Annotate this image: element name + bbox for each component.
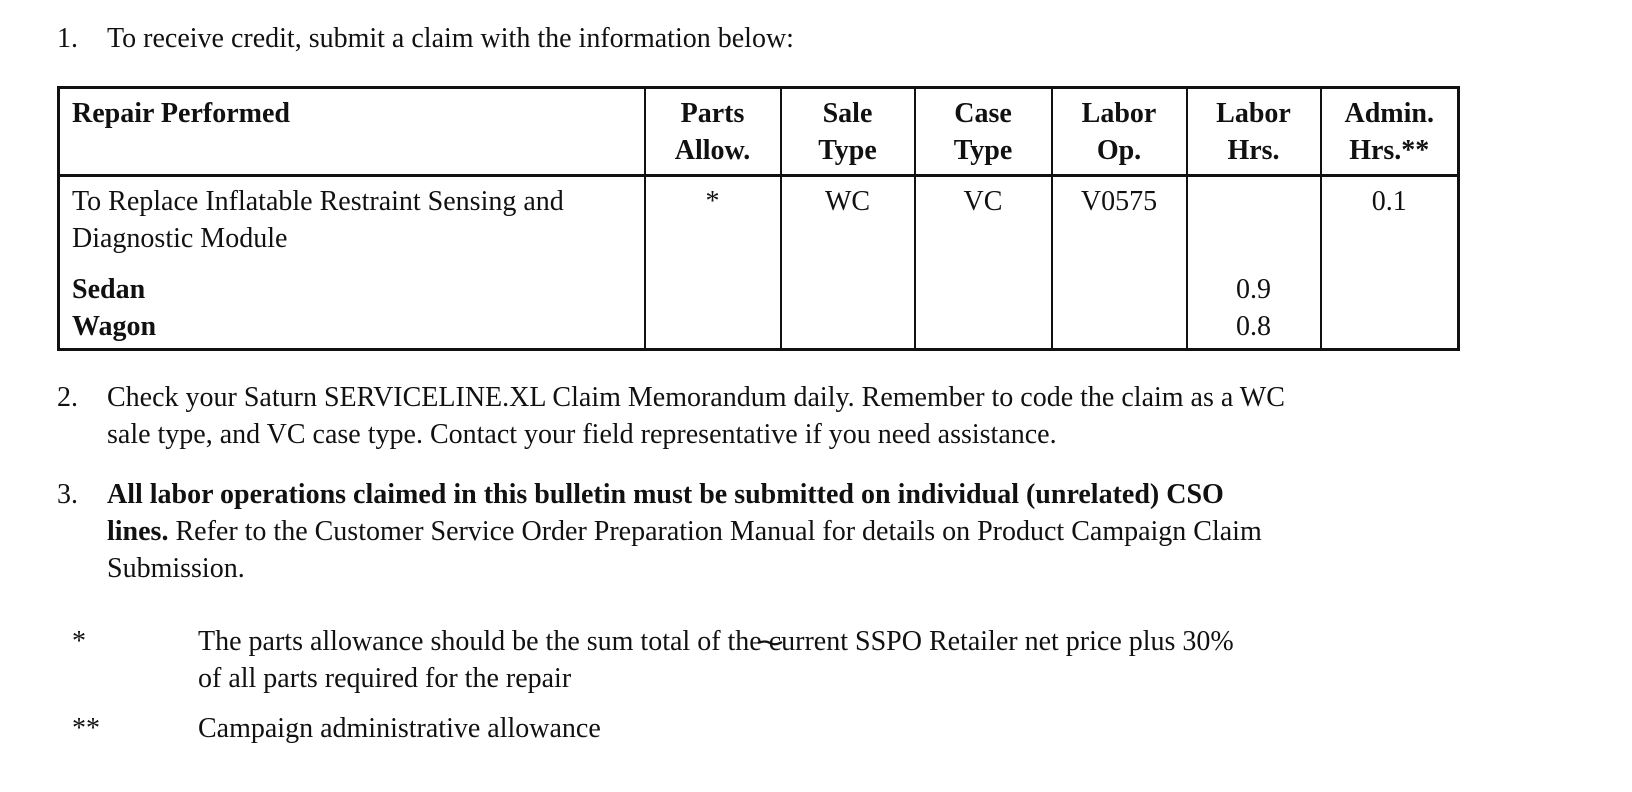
labor-hrs-sedan: 0.9 xyxy=(1236,274,1271,305)
header-labor-hrs xyxy=(1187,88,1321,176)
item-1-text: To receive credit, submit a claim with the information below: xyxy=(107,23,794,54)
cell-labor-hrs xyxy=(1187,176,1321,350)
labor-op-value: V0575 xyxy=(1080,186,1158,217)
header-sale-line1: Sale xyxy=(822,98,873,129)
header-parts-line1: Parts xyxy=(680,98,745,129)
footnote-1-line2: of all parts required for the repair xyxy=(198,663,572,694)
cell-parts-allow xyxy=(645,176,781,350)
header-admin-line1: Admin. xyxy=(1344,98,1434,129)
cell-sale-type xyxy=(781,176,915,350)
claim-table xyxy=(57,86,1460,351)
header-parts-line2: Allow. xyxy=(674,135,751,166)
item-3-bold-line1: All labor operations claimed in this bulletin must be submitted on individual (unrelated) CSO xyxy=(107,479,1224,510)
footnote-1-symbol: * xyxy=(72,626,86,657)
header-repair-performed xyxy=(59,88,645,176)
repair-description-line1: To Replace Inflatable Restraint Sensing and xyxy=(72,186,564,217)
item-3-bold-line2: lines. xyxy=(107,516,169,547)
header-case-line1: Case xyxy=(954,98,1012,129)
item-2-line2: sale type, and VC case type. Contact your field representative if you need assistance. xyxy=(107,419,1057,450)
header-admin-hrs xyxy=(1321,88,1459,176)
header-labor-op xyxy=(1052,88,1187,176)
repair-variant-sedan: Sedan xyxy=(72,274,146,305)
header-laborop-line2: Op. xyxy=(1096,135,1142,166)
cell-labor-op xyxy=(1052,176,1187,350)
sale-type-value: WC xyxy=(824,186,871,217)
repair-variant-wagon: Wagon xyxy=(72,311,157,342)
footnote-2-line1: Campaign administrative allowance xyxy=(198,713,601,744)
admin-hrs-value: 0.1 xyxy=(1371,186,1407,217)
repair-description-line2: Diagnostic Module xyxy=(72,223,288,254)
header-laborhrs-line2: Hrs. xyxy=(1227,135,1280,166)
header-sale-type xyxy=(781,88,915,176)
cell-repair-performed xyxy=(59,176,645,350)
case-type-value: VC xyxy=(963,186,1003,217)
parts-allow-value: * xyxy=(705,186,720,217)
header-case-type xyxy=(915,88,1052,176)
table-header-row xyxy=(59,88,1459,176)
cell-admin-hrs xyxy=(1321,176,1459,350)
footnote-1-line1: The parts allowance should be the sum total of the current SSPO Retailer net price plus 30% xyxy=(198,626,1234,657)
item-1-number: 1. xyxy=(57,23,78,54)
table-row xyxy=(59,176,1459,350)
footnote-2-symbol: ** xyxy=(72,713,100,744)
spacer xyxy=(72,257,644,271)
header-sale-line2: Type xyxy=(818,135,877,166)
item-3-line3: Submission. xyxy=(107,553,245,584)
labor-hrs-wagon: 0.8 xyxy=(1236,311,1271,342)
header-admin-line2: Hrs.** xyxy=(1349,135,1430,166)
header-laborhrs-line1: Labor xyxy=(1216,98,1291,129)
item-2-line1: Check your Saturn SERVICELINE.XL Claim Memorandum daily. Remember to code the claim as a WC xyxy=(107,382,1285,413)
item-3-number: 3. xyxy=(57,479,78,510)
header-case-line2: Type xyxy=(953,135,1013,166)
item-2-number: 2. xyxy=(57,382,78,413)
header-parts-allow xyxy=(645,88,781,176)
item-3-line2 xyxy=(107,513,1262,551)
cell-case-type xyxy=(915,176,1052,350)
labor-hrs-blank xyxy=(1188,220,1320,257)
spacer xyxy=(1188,257,1320,271)
header-laborop-line1: Labor xyxy=(1081,98,1157,129)
header-repair-label: Repair Performed xyxy=(72,98,290,129)
labor-hrs-blank xyxy=(1188,183,1320,220)
item-3-line2-rest: Refer to the Customer Service Order Preparation Manual for details on Product Campaign Claim xyxy=(168,516,1262,547)
